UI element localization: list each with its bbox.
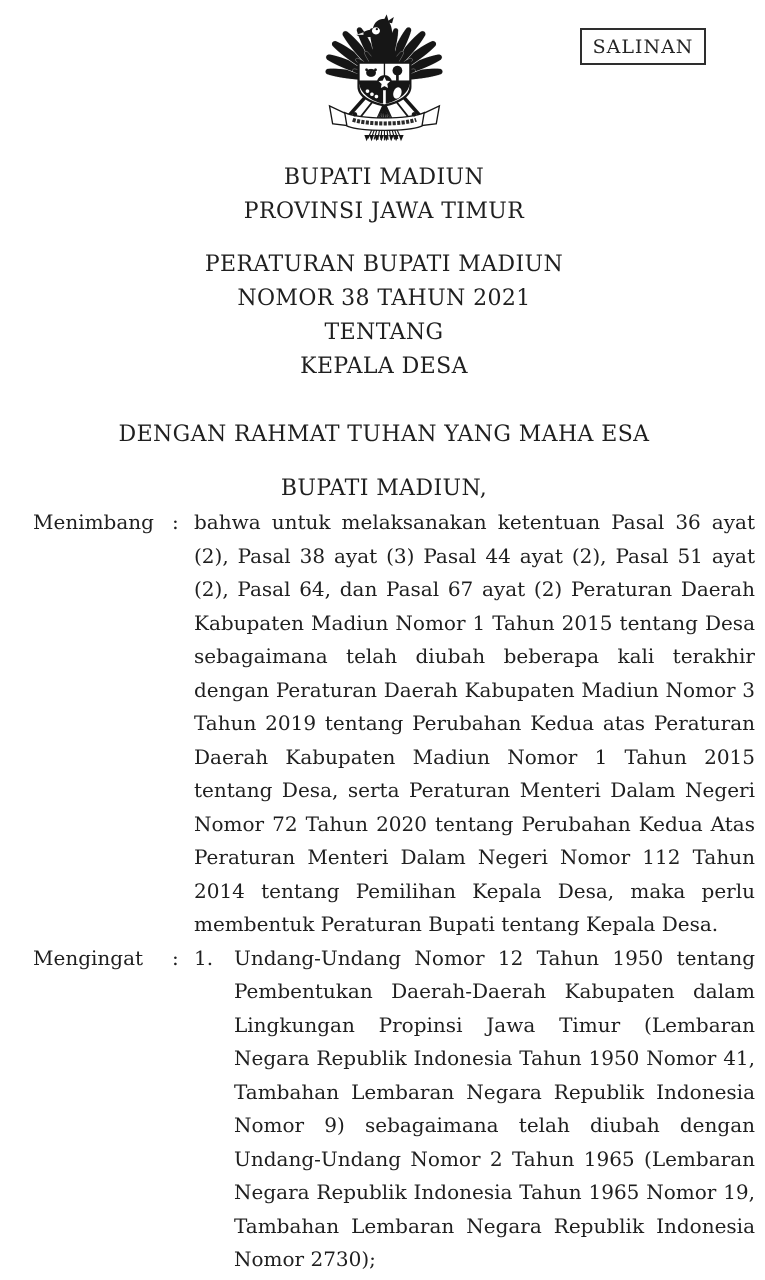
legal-reference-item: [194, 942, 755, 1277]
mengingat-clause: [33, 942, 755, 1277]
salinan-stamp-box: [580, 28, 706, 65]
legal-reference-number: 1.: [194, 945, 214, 970]
menimbang-separator: :: [172, 510, 179, 534]
preamble-clauses: [33, 506, 755, 1277]
mengingat-label: Mengingat: [33, 945, 144, 970]
regulation-about-word: TENTANG: [324, 320, 444, 345]
garuda-pancasila-emblem: [317, 8, 451, 148]
menimbang-label: Menimbang: [33, 510, 154, 534]
province-line: PROVINSI JAWA TIMUR: [243, 199, 525, 224]
legal-reference-text: Undang-Undang Nomor 12 Tahun 1950 tentang Pembentukan Daerah-Daerah Kabupaten dalam Lingkungan Propinsi Jawa Timur (Lembaran Negara Republik Indonesia Tahun 1950 Nomor 41, Tambahan Lembaran Negara Republik Indonesia Nomor 9) sebagaimana telah diubah dengan Undang-Undang Nomor 2 Tahun 1965 (Lembaran Negara Republik Indonesia Tahun 1965 Nomor 19, Tambahan Lembaran Negara Republik Indonesia Nomor 2730);: [234, 945, 755, 1271]
issuer-line: BUPATI MADIUN,: [280, 476, 488, 501]
invocation-line: DENGAN RAHMAT TUHAN YANG MAHA ESA: [118, 422, 650, 447]
menimbang-clause: [33, 506, 755, 942]
emblem-container: [317, 8, 451, 148]
pancasila-shield: [359, 63, 411, 106]
document-header: [33, 8, 735, 506]
authority-line: BUPATI MADIUN: [283, 165, 485, 190]
regulation-number: NOMOR 38 TAHUN 2021: [237, 286, 531, 311]
salinan-stamp-label: SALINAN: [592, 35, 694, 58]
menimbang-text: bahwa untuk melaksanakan ketentuan Pasal 36 ayat (2), Pasal 38 ayat (3) Pasal 44 ayat (2), Pasal 51 ayat (2), Pasal 64, dan Pasal 67 ayat (2) Peraturan Daerah Kabupaten Madiun Nomor 1 Tahun 2015 tentang Desa sebagaimana telah diubah beberapa kali terakhir dengan Peraturan Daerah Kabupaten Madiun Nomor 3 Tahun 2019 tentang Perubahan Kedua atas Peraturan Daerah Kabupaten Madiun Nomor 1 Tahun 2015 tentang Desa, serta Peraturan Menteri Dalam Negeri Nomor 72 Tahun 2020 tentang Perubahan Kedua Atas Peraturan Menteri Dalam Negeri Nomor 112 Tahun 2014 tentang Pemilihan Kepala Desa, maka perlu membentuk Peraturan Bupati tentang Kepala Desa.: [194, 510, 755, 936]
mengingat-separator: :: [172, 945, 179, 970]
regulation-title-block: [33, 248, 735, 384]
regulation-title: PERATURAN BUPATI MADIUN: [204, 252, 564, 277]
regulation-subject: KEPALA DESA: [300, 354, 468, 379]
